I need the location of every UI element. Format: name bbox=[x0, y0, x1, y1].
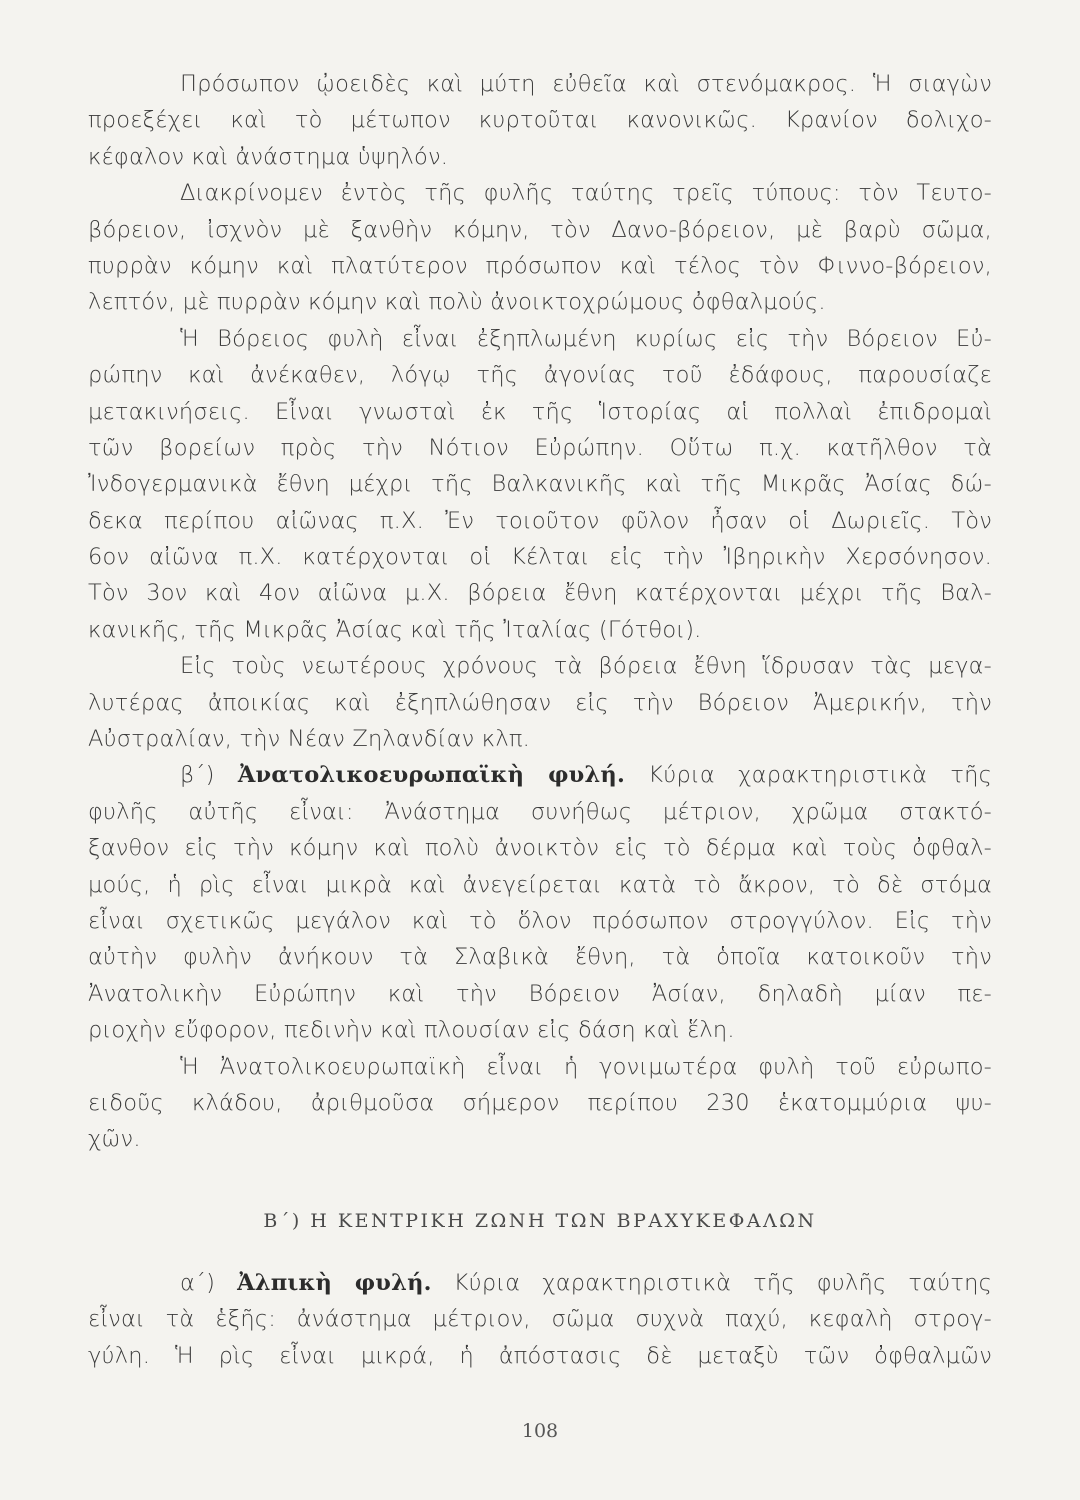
text-line: Ἡ Βόρειος φυλὴ εἶναι ἐξηπλωμένη κυρίως εἰς τὴν Βόρειον Εὐ- bbox=[180, 325, 992, 352]
text-line: Αὐστραλίαν, τὴν Νέαν Ζηλανδίαν κλπ. bbox=[88, 726, 530, 753]
text-line: 6ον αἰῶνα π.Χ. κατέρχονται οἱ Κέλται εἰς τὴν Ἰβηρικὴν Χερσόνησον. bbox=[88, 544, 992, 571]
text-line: αὐτὴν φυλὴν ἀνήκουν τὰ Σλαβικὰ ἔθνη, τὰ ὁποῖα κατοικοῦν τὴν bbox=[88, 944, 992, 971]
text-line: μούς, ἡ ρὶς εἶναι μικρὰ καὶ ἀνεγείρεται κατὰ τὸ ἄκρον, τὸ δὲ στόμα bbox=[88, 871, 992, 898]
section-label: α΄) bbox=[180, 1270, 216, 1296]
text-line: κέφαλον καὶ ἀνάστημα ὑψηλόν. bbox=[88, 143, 449, 170]
text-line: ξανθον εἰς τὴν κόμην καὶ πολὺ ἀνοικτὸν εἰς τὸ δέρμα καὶ τοὺς ὀφθαλ- bbox=[88, 835, 992, 862]
main-text bbox=[88, 66, 992, 1158]
text-line: βόρειον, ἰσχνὸν μὲ ξανθὴν κόμην, τὸν Δανο-βόρειον, μὲ βαρὺ σῶμα, bbox=[88, 216, 992, 243]
section-text: Κύρια χαρακτηριστικὰ τῆς φυλῆς ταύτης bbox=[453, 1270, 992, 1296]
text-line: Διακρίνομεν ἐντὸς τῆς φυλῆς ταύτης τρεῖς τύπους: τὸν Τευτο- bbox=[180, 180, 992, 207]
alpine-text bbox=[88, 1265, 992, 1374]
text-line: ρώπην καὶ ἀνέκαθεν, λόγῳ τῆς ἀγονίας τοῦ ἐδάφους, παρουσίαζε bbox=[88, 362, 992, 389]
text-line: Πρόσωπον ᾠοειδὲς καὶ μύτη εὐθεῖα καὶ στενόμακρος. Ἡ σιαγὼν bbox=[180, 71, 992, 97]
text-line: κανικῆς, τῆς Μικρᾶς Ἀσίας καὶ τῆς Ἰταλίας (Γότθοι). bbox=[88, 616, 702, 643]
page-number: 108 bbox=[521, 1420, 559, 1442]
text-line: Ἰνδογερμανικὰ ἔθνη μέχρι τῆς Βαλκανικῆς καὶ τῆς Μικρᾶς Ἀσίας δώ- bbox=[88, 471, 992, 498]
section-label: β΄) bbox=[180, 762, 215, 789]
text-line: δεκα περίπου αἰῶνας π.Χ. Ἐν τοιοῦτον φῦλον ἦσαν οἱ Δωριεῖς. Τὸν bbox=[88, 507, 992, 534]
text-line: ριοχὴν εὔφορον, πεδινὴν καὶ πλουσίαν εἰς δάση καὶ ἕλη. bbox=[88, 1017, 735, 1044]
text-line: λυτέρας ἀποικίας καὶ ἐξηπλώθησαν εἰς τὴν Βόρειον Ἀμερικήν, τὴν bbox=[88, 689, 992, 716]
text-line: λεπτόν, μὲ πυρρὰν κόμην καὶ πολὺ ἀνοικτοχρώμους ὀφθαλμούς. bbox=[88, 289, 826, 316]
section-beta-line bbox=[88, 757, 992, 793]
text-line: Ἡ Ἀνατολικοευρωπαϊκὴ εἶναι ἡ γονιμωτέρα φυλὴ τοῦ εὐρωπο- bbox=[180, 1053, 992, 1080]
text-line: εἶναι τὰ ἑξῆς: ἀνάστημα μέτριον, σῶμα συχνὰ παχύ, κεφαλὴ στρογ- bbox=[88, 1306, 992, 1333]
text-line: Ἀνατολικὴν Εὐρώπην καὶ τὴν Βόρειον Ἀσίαν, δηλαδὴ μίαν πε- bbox=[88, 980, 992, 1007]
text-line: Εἰς τοὺς νεωτέρους χρόνους τὰ βόρεια ἔθνη ἵδρυσαν τὰς μεγα- bbox=[180, 653, 992, 680]
text-line: πυρρὰν κόμην καὶ πλατύτερον πρόσωπον καὶ τέλος τὸν Φιννο-βόρειον, bbox=[88, 252, 992, 279]
text-line: μετακινήσεις. Εἶναι γνωσταὶ ἐκ τῆς Ἱστορίας αἱ πολλαὶ ἐπιδρομαὶ bbox=[88, 398, 992, 425]
text-line: προεξέχει καὶ τὸ μέτωπον κυρτοῦται κανονικῶς. Κρανίον δολιχο- bbox=[88, 107, 992, 134]
section-alpha-line bbox=[88, 1265, 992, 1301]
section-heading: Β΄) Η ΚΕΝΤΡΙΚΗ ΖΩΝΗ ΤΩΝ ΒΡΑΧΥΚΕΦΑΛΩΝ bbox=[263, 1210, 817, 1232]
text-line: χῶν. bbox=[88, 1126, 141, 1153]
text-line: εἶναι σχετικῶς μεγάλον καὶ τὸ ὅλον πρόσωπον στρογγύλον. Εἰς τὴν bbox=[88, 907, 992, 934]
text-line: γύλη. Ἡ ρὶς εἶναι μικρά, ἡ ἀπόστασις δὲ μεταξὺ τῶν ὀφθαλμῶν bbox=[88, 1342, 992, 1369]
section-title: Ἀλπικὴ φυλή. bbox=[237, 1270, 432, 1296]
section-text: Κύρια χαρακτηριστικὰ τῆς bbox=[648, 762, 992, 789]
text-line: τῶν βορείων πρὸς τὴν Νότιον Εὐρώπην. Οὕτω π.χ. κατῆλθον τὰ bbox=[88, 434, 992, 461]
section-title: Ἀνατολικοευρωπαϊκὴ φυλή. bbox=[237, 762, 626, 789]
text-line: ειδοῦς κλάδου, ἀριθμοῦσα σήμερον περίπου 230 ἑκατομμύρια ψυ- bbox=[88, 1089, 992, 1116]
text-line: Τὸν 3ον καὶ 4ον αἰῶνα μ.Χ. βόρεια ἔθνη κατέρχονται μέχρι τῆς Βαλ- bbox=[88, 580, 992, 607]
text-line: φυλῆς αὐτῆς εἶναι: Ἀνάστημα συνήθως μέτριον, χρῶμα στακτό- bbox=[88, 798, 992, 825]
